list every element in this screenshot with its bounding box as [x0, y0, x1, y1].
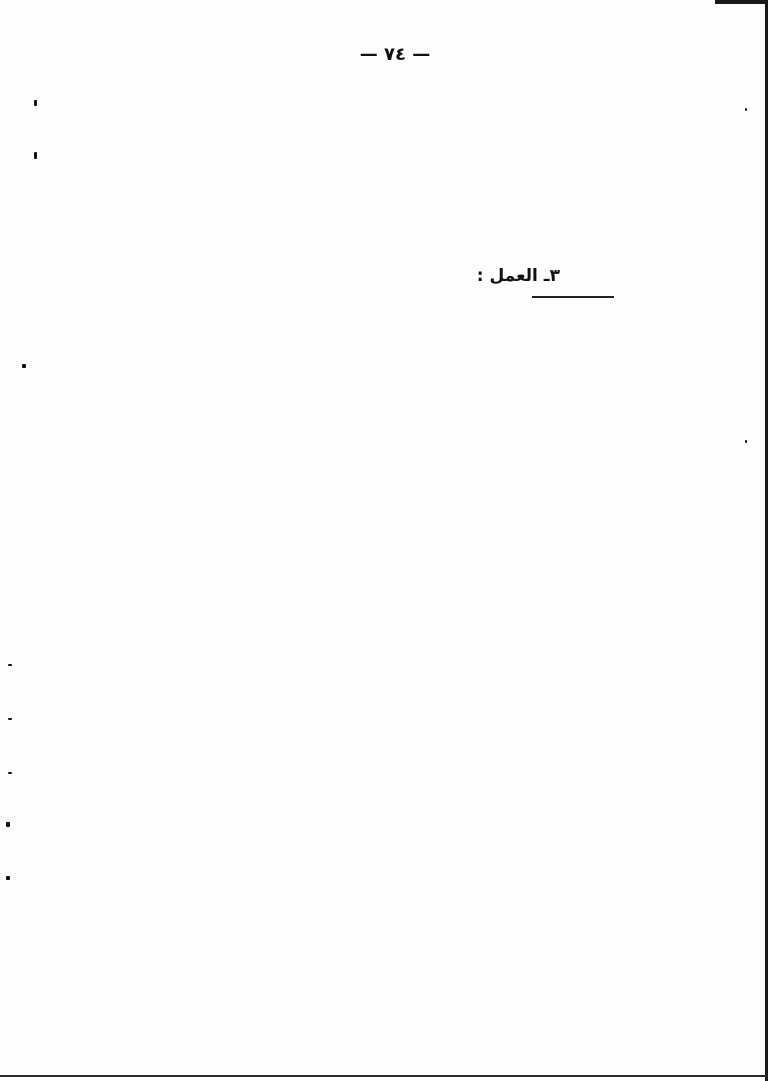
- margin-mark: [745, 440, 747, 443]
- margin-mark: [34, 152, 37, 159]
- margin-mark: [6, 876, 10, 880]
- margin-mark: [8, 664, 12, 666]
- page-number: — ٧٤ —: [359, 44, 431, 65]
- margin-mark: [8, 718, 12, 720]
- scan-edge-top: [715, 0, 768, 4]
- margin-mark: [8, 772, 12, 774]
- margin-mark: [6, 822, 10, 827]
- margin-mark: [22, 364, 26, 368]
- heading-underline: [532, 296, 614, 298]
- margin-mark: [34, 100, 37, 106]
- margin-mark: [745, 108, 747, 111]
- scan-edge-bottom: [0, 1075, 768, 1077]
- section-heading: ٣ـ العمل :: [476, 266, 560, 286]
